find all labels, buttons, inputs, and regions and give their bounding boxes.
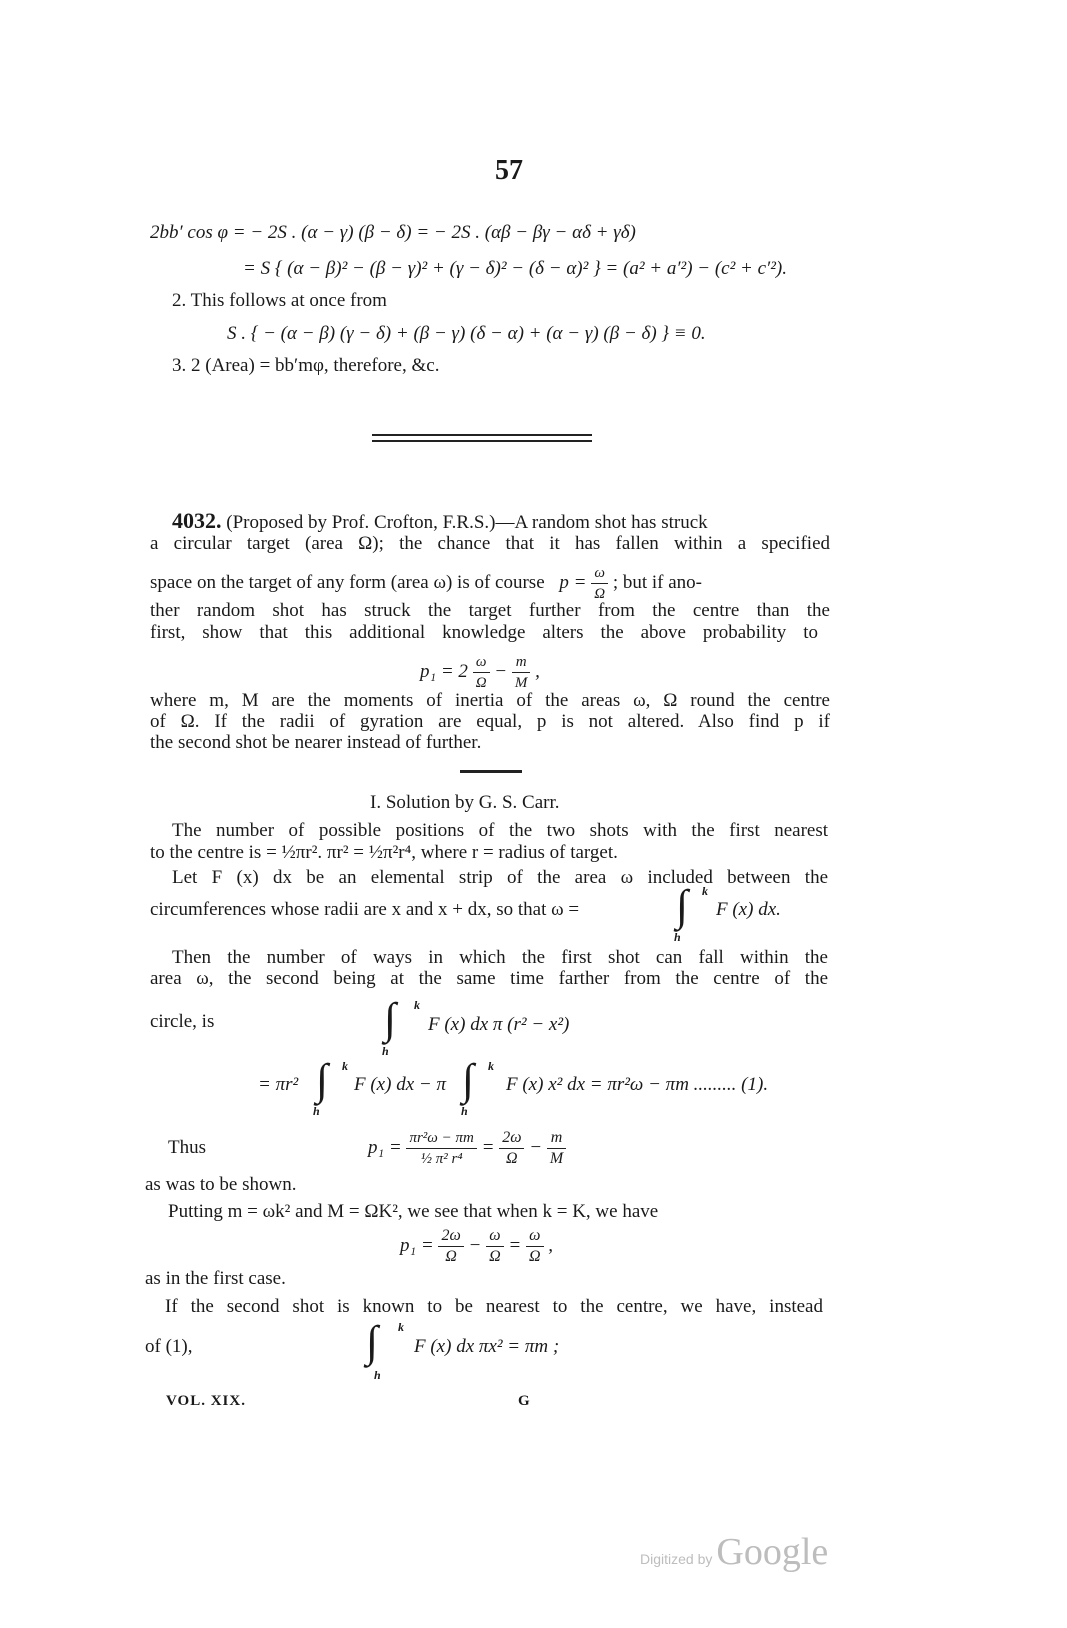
fraction-g3 bbox=[526, 1226, 544, 1267]
solution-line-6: area ω, the second being at the same time farther from the centre of the bbox=[150, 968, 828, 989]
fraction-numerator: ω bbox=[526, 1226, 544, 1247]
equation-1-part-c: F (x) x² dx = πr²ω − πm ......... (1). bbox=[506, 1074, 769, 1095]
solution-line-5: Then the number of ways in which the first shot can fall within the bbox=[172, 947, 828, 968]
fraction-omega-over-Omega bbox=[591, 563, 608, 604]
fraction-numerator: πr²ω − πm bbox=[406, 1128, 476, 1149]
google-watermark bbox=[640, 1530, 828, 1574]
problem-line-5: first, show that this additional knowledge alters the above probability to bbox=[150, 622, 818, 643]
fraction-denominator: Ω bbox=[506, 1150, 518, 1168]
problem-line-1 bbox=[172, 510, 830, 534]
formula-p1: p₁ = bbox=[400, 1235, 434, 1256]
problem-line-3 bbox=[150, 563, 830, 604]
formula-equals: = bbox=[481, 1137, 495, 1158]
page-number: 57 bbox=[495, 155, 523, 186]
fraction-numerator: ω bbox=[486, 1226, 504, 1247]
equation-1-part-b: F (x) dx − π bbox=[354, 1074, 446, 1095]
section-divider-bottom bbox=[372, 440, 592, 442]
solution-divider bbox=[460, 770, 522, 773]
formula-minus: − bbox=[494, 660, 508, 682]
equal-gyration-formula bbox=[400, 1224, 553, 1268]
problem-line-7: of Ω. If the radii of gyration are equal, p is not altered. Also find p if bbox=[150, 711, 830, 732]
fraction-numerator: m bbox=[512, 652, 531, 673]
probability-label: p = bbox=[559, 571, 587, 593]
integral-upper-limit: k bbox=[414, 998, 420, 1012]
problem-line-8: the second shot be nearer instead of further. bbox=[150, 732, 482, 753]
integral-sign: ∫ bbox=[462, 1055, 475, 1104]
signature-mark: G bbox=[518, 1393, 531, 1409]
solution-line-7: circle, is bbox=[150, 1011, 215, 1032]
thus-formula bbox=[368, 1126, 566, 1170]
integral-lower-limit: h bbox=[374, 1368, 381, 1382]
formula-comma: , bbox=[548, 1235, 554, 1256]
integral-last-integrand: F (x) dx πx² = πm ; bbox=[414, 1336, 560, 1357]
formula-minus: − bbox=[468, 1235, 482, 1256]
formula-p1: p₁ = 2 bbox=[420, 660, 468, 682]
solution-line-10: as in the first case. bbox=[145, 1268, 286, 1289]
fraction-2 bbox=[512, 652, 531, 693]
fraction-g1 bbox=[438, 1226, 463, 1267]
thus-label: Thus bbox=[168, 1137, 206, 1158]
integral-lower-limit: h bbox=[674, 930, 681, 944]
solution-line-4-integrand: F (x) dx. bbox=[716, 899, 781, 920]
formula-equals: = bbox=[508, 1235, 522, 1256]
fraction-1 bbox=[473, 652, 490, 693]
integral-sign: ∫ bbox=[366, 1317, 379, 1366]
fraction-denominator: M bbox=[549, 1150, 564, 1168]
fraction-numerator: 2ω bbox=[499, 1128, 524, 1149]
fraction-g2 bbox=[486, 1226, 504, 1267]
fraction-denominator: Ω bbox=[475, 675, 487, 691]
solution-line-11: If the second shot is known to be nearest to the centre, we have, instead bbox=[165, 1296, 823, 1317]
item-2-equation: S . { − (α − β) (γ − δ) + (β − γ) (δ − α) + (α − γ) (β − δ) } ≡ 0. bbox=[227, 323, 706, 344]
problem-line-2: a circular target (area Ω); the chance that it has fallen within a specified bbox=[150, 533, 830, 554]
section-divider-top bbox=[372, 434, 592, 436]
solution-heading: I. Solution by G. S. Carr. bbox=[370, 792, 560, 813]
problem-line-6: where m, M are the moments of inertia of the areas ω, Ω round the centre bbox=[150, 690, 830, 711]
item-2: 2. This follows at once from bbox=[172, 290, 387, 311]
integral-1-integrand: F (x) dx π (r² − x²) bbox=[428, 1014, 570, 1035]
volume-label: VOL. XIX. bbox=[166, 1393, 246, 1409]
formula-p1: p₁ = bbox=[368, 1137, 402, 1158]
integral-upper-limit: k bbox=[702, 884, 708, 898]
fraction-denominator: M bbox=[514, 675, 528, 691]
integral-lower-limit: h bbox=[382, 1044, 389, 1058]
integral-upper-limit: k bbox=[342, 1059, 348, 1073]
integral-sign: ∫ bbox=[316, 1055, 329, 1104]
fraction-numerator: m bbox=[547, 1128, 566, 1149]
fraction-denominator: ½ π² r⁴ bbox=[420, 1151, 463, 1168]
integral-lower-limit: h bbox=[461, 1104, 468, 1118]
problem-line-3-end: ; but if ano- bbox=[612, 571, 703, 593]
integral-upper-limit: k bbox=[488, 1059, 494, 1073]
solution-line-9: Putting m = ωk² and M = ΩK², we see that when k = K, we have bbox=[168, 1201, 659, 1222]
fraction-denominator: Ω bbox=[528, 1248, 541, 1266]
fraction-thus-3 bbox=[547, 1128, 566, 1169]
formula-minus: − bbox=[529, 1137, 543, 1158]
fraction-numerator: ω bbox=[473, 652, 490, 673]
integral-lower-limit: h bbox=[313, 1104, 320, 1118]
item-3: 3. 2 (Area) = bb′mφ, therefore, &c. bbox=[172, 355, 440, 376]
fraction-numerator: ω bbox=[591, 563, 608, 584]
integral-upper-limit: k bbox=[398, 1320, 404, 1334]
equation-line-1: 2bb′ cos φ = − 2S . (α − γ) (β − δ) = − 2S . (αβ − βγ − αδ + γδ) bbox=[150, 222, 636, 243]
fraction-denominator: Ω bbox=[489, 1248, 501, 1266]
formula-comma: , bbox=[535, 660, 540, 682]
fraction-thus-2 bbox=[499, 1128, 524, 1169]
integral-sign: ∫ bbox=[384, 994, 397, 1043]
solution-line-8: as was to be shown. bbox=[145, 1174, 297, 1195]
fraction-numerator: 2ω bbox=[438, 1226, 463, 1247]
result-formula bbox=[420, 652, 540, 693]
fraction-thus-1 bbox=[406, 1128, 476, 1169]
solution-line-4: circumferences whose radii are x and x + dx, so that ω = bbox=[150, 899, 580, 920]
problem-number: 4032. bbox=[172, 508, 222, 533]
problem-line-4: ther random shot has struck the target further from the centre than the bbox=[150, 600, 830, 621]
solution-line-2: to the centre is = ½πr². πr² = ½π²r⁴, where r = radius of target. bbox=[150, 842, 618, 863]
fraction-denominator: Ω bbox=[445, 1248, 457, 1266]
watermark-google-logo: Google bbox=[716, 1531, 829, 1573]
solution-line-1: The number of possible positions of the two shots with the first nearest bbox=[172, 820, 828, 841]
fraction-denominator: Ω bbox=[594, 586, 606, 602]
problem-intro: (Proposed by Prof. Crofton, F.R.S.)—A random shot has struck bbox=[226, 512, 708, 533]
solution-line-3: Let F (x) dx be an elemental strip of the area ω included between the bbox=[172, 867, 828, 888]
watermark-digitized: Digitized by bbox=[640, 1551, 713, 1567]
solution-line-12: of (1), bbox=[145, 1336, 193, 1357]
equation-line-2: = S { (α − β)² − (β − γ)² + (γ − δ)² − (δ − α)² } = (a² + a′²) − (c² + c′²). bbox=[243, 258, 787, 279]
equation-1-part-a: = πr² bbox=[258, 1074, 299, 1095]
problem-line-3-text: space on the target of any form (area ω) is of course bbox=[150, 571, 545, 593]
integral-sign: ∫ bbox=[676, 881, 689, 930]
